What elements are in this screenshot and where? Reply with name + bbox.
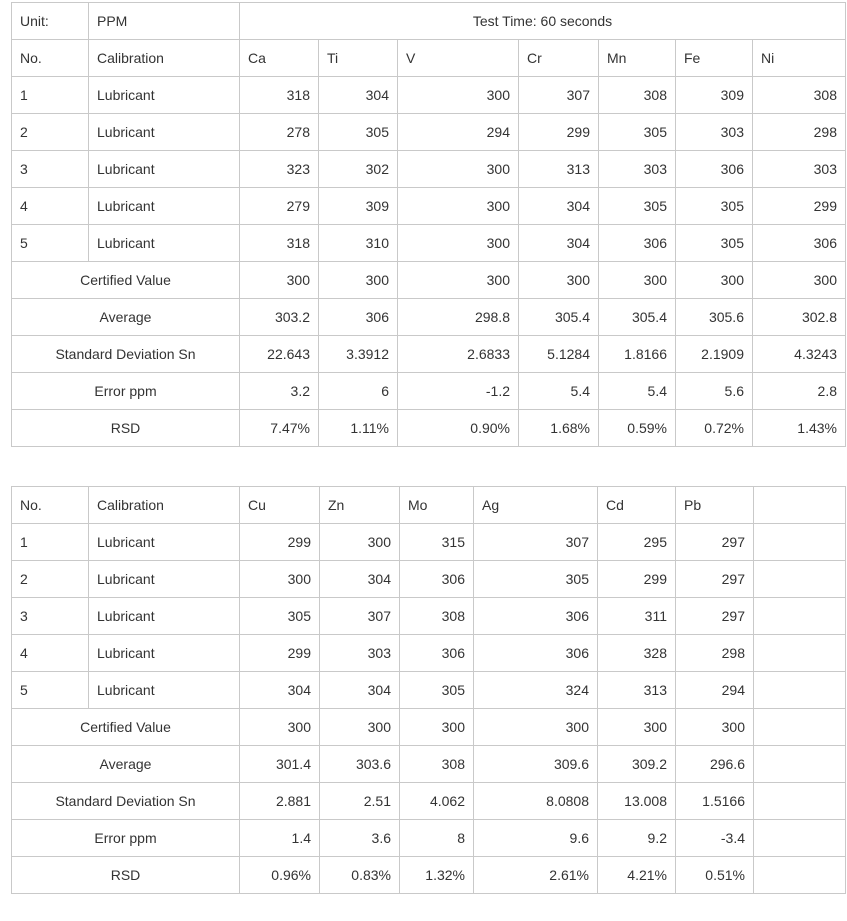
summary-value-cell: 303.6 [320, 746, 400, 783]
summary-value-cell: 2.8 [753, 373, 846, 410]
column-header-cell: Cu [240, 487, 320, 524]
summary-value-cell: 6 [319, 373, 398, 410]
unit-value: PPM [89, 3, 240, 40]
summary-value-cell: 13.008 [598, 783, 676, 820]
summary-value-cell: 1.4 [240, 820, 320, 857]
summary-value-cell: 300 [319, 262, 398, 299]
column-header-cell: Ni [753, 40, 846, 77]
column-header-cell: Pb [676, 487, 754, 524]
summary-value-cell: 300 [240, 709, 320, 746]
table2-data-row [12, 524, 846, 561]
table2-summary-row [12, 820, 846, 857]
summary-value-cell: 305.4 [599, 299, 676, 336]
column-header-cell: Mo [400, 487, 474, 524]
value-cell: 305 [474, 561, 598, 598]
table1-summary-row [12, 262, 846, 299]
column-header-cell: Calibration [89, 40, 240, 77]
value-cell: 300 [320, 524, 400, 561]
row-number-cell: 1 [12, 524, 89, 561]
summary-value-cell: 2.1909 [676, 336, 753, 373]
summary-value-cell: 9.6 [474, 820, 598, 857]
empty-cell [754, 672, 846, 709]
column-header-cell: Cd [598, 487, 676, 524]
summary-value-cell: 300 [599, 262, 676, 299]
value-cell: 300 [398, 77, 519, 114]
summary-value-cell: 300 [320, 709, 400, 746]
column-header-cell: Fe [676, 40, 753, 77]
table1-summary-row [12, 336, 846, 373]
value-cell: 297 [676, 524, 754, 561]
value-cell: 318 [240, 225, 319, 262]
summary-value-cell: 8.0808 [474, 783, 598, 820]
value-cell: 308 [599, 77, 676, 114]
table2-header-row [12, 487, 846, 524]
summary-value-cell: 1.43% [753, 410, 846, 447]
summary-value-cell: 301.4 [240, 746, 320, 783]
table2-summary-row [12, 783, 846, 820]
value-cell: 297 [676, 561, 754, 598]
column-header-cell: Ti [319, 40, 398, 77]
value-cell: 308 [753, 77, 846, 114]
summary-label-cell: Error ppm [12, 373, 240, 410]
summary-value-cell: 2.6833 [398, 336, 519, 373]
value-cell: 279 [240, 188, 319, 225]
value-cell: 307 [474, 524, 598, 561]
table2-summary-row [12, 857, 846, 894]
value-cell: 299 [753, 188, 846, 225]
value-cell: 299 [240, 635, 320, 672]
column-header-cell: Zn [320, 487, 400, 524]
table2-data-row [12, 561, 846, 598]
summary-value-cell: 0.96% [240, 857, 320, 894]
value-cell: 318 [240, 77, 319, 114]
value-cell: 313 [598, 672, 676, 709]
empty-cell [754, 746, 846, 783]
calibration-cell: Lubricant [89, 561, 240, 598]
summary-value-cell: 5.1284 [519, 336, 599, 373]
value-cell: 304 [240, 672, 320, 709]
column-header-cell: No. [12, 40, 89, 77]
summary-value-cell: -1.2 [398, 373, 519, 410]
empty-cell [754, 635, 846, 672]
table2-data-row [12, 672, 846, 709]
table2-data-row [12, 598, 846, 635]
summary-value-cell: 300 [519, 262, 599, 299]
summary-label-cell: RSD [12, 857, 240, 894]
value-cell: 303 [676, 114, 753, 151]
summary-value-cell: 9.2 [598, 820, 676, 857]
row-number-cell: 2 [12, 561, 89, 598]
value-cell: 303 [320, 635, 400, 672]
value-cell: 306 [753, 225, 846, 262]
column-header-cell: V [398, 40, 519, 77]
value-cell: 305 [400, 672, 474, 709]
value-cell: 304 [320, 672, 400, 709]
summary-value-cell: 300 [398, 262, 519, 299]
summary-value-cell: 298.8 [398, 299, 519, 336]
summary-value-cell: 22.643 [240, 336, 319, 373]
calibration-cell: Lubricant [89, 151, 240, 188]
row-number-cell: 5 [12, 672, 89, 709]
summary-value-cell: 305.4 [519, 299, 599, 336]
calibration-report [11, 2, 845, 894]
summary-value-cell: 5.4 [519, 373, 599, 410]
row-number-cell: 4 [12, 188, 89, 225]
calibration-cell: Lubricant [89, 598, 240, 635]
value-cell: 306 [400, 561, 474, 598]
summary-value-cell: 300 [676, 709, 754, 746]
summary-value-cell: 0.90% [398, 410, 519, 447]
summary-value-cell: 303.2 [240, 299, 319, 336]
calibration-cell: Lubricant [89, 188, 240, 225]
table2-summary-row [12, 709, 846, 746]
summary-value-cell: 2.61% [474, 857, 598, 894]
value-cell: 308 [400, 598, 474, 635]
summary-value-cell: 8 [400, 820, 474, 857]
row-number-cell: 3 [12, 151, 89, 188]
empty-cell [754, 857, 846, 894]
summary-value-cell: 0.83% [320, 857, 400, 894]
table1-header-row [12, 40, 846, 77]
calibration-cell: Lubricant [89, 77, 240, 114]
summary-label-cell: Certified Value [12, 709, 240, 746]
summary-value-cell: 300 [240, 262, 319, 299]
calibration-cell: Lubricant [89, 672, 240, 709]
summary-label-cell: Certified Value [12, 262, 240, 299]
value-cell: 304 [519, 188, 599, 225]
summary-value-cell: 300 [753, 262, 846, 299]
test-time-label: Test Time: 60 seconds [240, 3, 846, 40]
value-cell: 313 [519, 151, 599, 188]
unit-label: Unit: [12, 3, 89, 40]
summary-value-cell: 0.59% [599, 410, 676, 447]
summary-value-cell: 3.3912 [319, 336, 398, 373]
summary-value-cell: 3.2 [240, 373, 319, 410]
summary-value-cell: 1.11% [319, 410, 398, 447]
value-cell: 300 [398, 188, 519, 225]
summary-value-cell: 5.4 [599, 373, 676, 410]
empty-cell [754, 524, 846, 561]
table1-summary-row [12, 373, 846, 410]
value-cell: 324 [474, 672, 598, 709]
column-header-cell: Cr [519, 40, 599, 77]
value-cell: 311 [598, 598, 676, 635]
summary-value-cell: 4.21% [598, 857, 676, 894]
value-cell: 306 [400, 635, 474, 672]
value-cell: 294 [398, 114, 519, 151]
table1-data-row [12, 151, 846, 188]
calibration-cell: Lubricant [89, 635, 240, 672]
summary-label-cell: Standard Deviation Sn [12, 783, 240, 820]
summary-label-cell: RSD [12, 410, 240, 447]
value-cell: 328 [598, 635, 676, 672]
table2-summary-row [12, 746, 846, 783]
summary-value-cell: 1.68% [519, 410, 599, 447]
column-header-cell: Mn [599, 40, 676, 77]
summary-value-cell: 300 [598, 709, 676, 746]
summary-value-cell: 302.8 [753, 299, 846, 336]
summary-value-cell: 306 [319, 299, 398, 336]
summary-value-cell: 1.8166 [599, 336, 676, 373]
value-cell: 309 [676, 77, 753, 114]
value-cell: 303 [753, 151, 846, 188]
summary-value-cell: 305.6 [676, 299, 753, 336]
summary-value-cell: 7.47% [240, 410, 319, 447]
value-cell: 307 [320, 598, 400, 635]
value-cell: 298 [753, 114, 846, 151]
table1-data-row [12, 188, 846, 225]
value-cell: 305 [599, 188, 676, 225]
empty-cell [754, 709, 846, 746]
row-number-cell: 5 [12, 225, 89, 262]
column-header-cell: Calibration [89, 487, 240, 524]
summary-value-cell: -3.4 [676, 820, 754, 857]
calibration-table-2 [11, 486, 846, 894]
row-number-cell: 3 [12, 598, 89, 635]
summary-value-cell: 4.3243 [753, 336, 846, 373]
summary-value-cell: 2.881 [240, 783, 320, 820]
empty-cell [754, 820, 846, 857]
summary-value-cell: 300 [676, 262, 753, 299]
summary-value-cell: 1.32% [400, 857, 474, 894]
calibration-cell: Lubricant [89, 114, 240, 151]
table1-data-row [12, 114, 846, 151]
value-cell: 297 [676, 598, 754, 635]
value-cell: 304 [319, 77, 398, 114]
table1-summary-row [12, 299, 846, 336]
summary-value-cell: 308 [400, 746, 474, 783]
calibration-table-1 [11, 2, 846, 447]
column-header-cell: Ca [240, 40, 319, 77]
value-cell: 305 [676, 188, 753, 225]
value-cell: 304 [320, 561, 400, 598]
unit-row [12, 3, 846, 40]
value-cell: 299 [519, 114, 599, 151]
value-cell: 294 [676, 672, 754, 709]
value-cell: 305 [240, 598, 320, 635]
value-cell: 302 [319, 151, 398, 188]
summary-value-cell: 296.6 [676, 746, 754, 783]
value-cell: 300 [398, 225, 519, 262]
summary-value-cell: 309.2 [598, 746, 676, 783]
summary-value-cell: 309.6 [474, 746, 598, 783]
summary-value-cell: 2.51 [320, 783, 400, 820]
summary-label-cell: Average [12, 299, 240, 336]
summary-value-cell: 300 [474, 709, 598, 746]
column-header-cell: Ag [474, 487, 598, 524]
value-cell: 306 [474, 598, 598, 635]
summary-value-cell: 4.062 [400, 783, 474, 820]
summary-label-cell: Average [12, 746, 240, 783]
column-header-cell: No. [12, 487, 89, 524]
summary-value-cell: 5.6 [676, 373, 753, 410]
row-number-cell: 2 [12, 114, 89, 151]
value-cell: 300 [240, 561, 320, 598]
column-header-cell [754, 487, 846, 524]
value-cell: 299 [240, 524, 320, 561]
summary-value-cell: 1.5166 [676, 783, 754, 820]
table1-data-row [12, 225, 846, 262]
summary-value-cell: 0.51% [676, 857, 754, 894]
row-number-cell: 1 [12, 77, 89, 114]
value-cell: 306 [676, 151, 753, 188]
empty-cell [754, 783, 846, 820]
empty-cell [754, 598, 846, 635]
empty-cell [754, 561, 846, 598]
summary-value-cell: 300 [400, 709, 474, 746]
value-cell: 306 [599, 225, 676, 262]
calibration-cell: Lubricant [89, 524, 240, 561]
summary-label-cell: Standard Deviation Sn [12, 336, 240, 373]
value-cell: 305 [676, 225, 753, 262]
value-cell: 307 [519, 77, 599, 114]
value-cell: 278 [240, 114, 319, 151]
summary-value-cell: 3.6 [320, 820, 400, 857]
value-cell: 298 [676, 635, 754, 672]
value-cell: 305 [319, 114, 398, 151]
value-cell: 300 [398, 151, 519, 188]
value-cell: 315 [400, 524, 474, 561]
summary-value-cell: 0.72% [676, 410, 753, 447]
table2-data-row [12, 635, 846, 672]
summary-label-cell: Error ppm [12, 820, 240, 857]
table1-data-row [12, 77, 846, 114]
value-cell: 303 [599, 151, 676, 188]
value-cell: 304 [519, 225, 599, 262]
row-number-cell: 4 [12, 635, 89, 672]
calibration-cell: Lubricant [89, 225, 240, 262]
value-cell: 310 [319, 225, 398, 262]
value-cell: 323 [240, 151, 319, 188]
table1-summary-row [12, 410, 846, 447]
value-cell: 309 [319, 188, 398, 225]
value-cell: 295 [598, 524, 676, 561]
value-cell: 305 [599, 114, 676, 151]
value-cell: 306 [474, 635, 598, 672]
value-cell: 299 [598, 561, 676, 598]
